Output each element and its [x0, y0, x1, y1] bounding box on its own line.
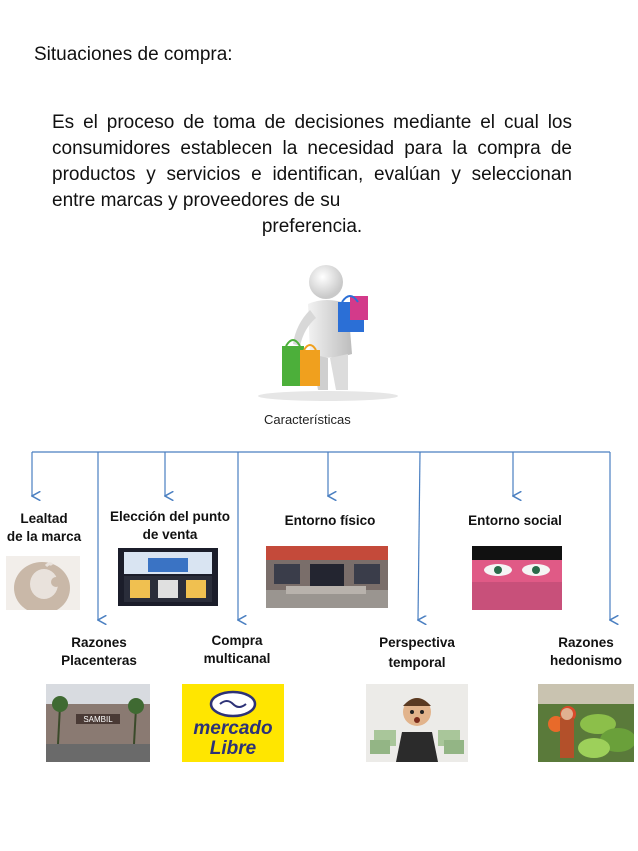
- head-apple-photo: [6, 556, 80, 610]
- svg-text:SAMBIL: SAMBIL: [83, 715, 113, 724]
- intro-paragraph-end: preferencia.: [261, 216, 363, 237]
- svg-text:mercado: mercado: [193, 718, 273, 739]
- produce-market-photo: [538, 684, 634, 762]
- store-interior-photo: [266, 546, 388, 608]
- label-lealtad: Lealtad de la marca: [6, 511, 82, 544]
- label-razones-placenteras: Razones Placenteras: [61, 635, 137, 668]
- store-front-photo: [118, 548, 218, 606]
- label-perspectiva-temporal: Perspectiva temporal: [379, 635, 455, 670]
- mall-photo: [46, 684, 150, 762]
- man-money-photo: [366, 684, 468, 762]
- face-photo: [472, 546, 562, 610]
- intro-paragraph: Es el proceso de toma de decisiones mediante el cual los consumidores establecen la necesidad para la compra de productos y servicios e identifican, evalúan y seleccionan entre marcas y proveedores de su: [52, 112, 572, 211]
- svg-text:Libre: Libre: [209, 738, 257, 759]
- label-compra-multicanal: Compra multicanal: [203, 633, 271, 666]
- label-eleccion: Elección del punto de venta: [109, 509, 230, 542]
- label-entorno-social: Entorno social: [468, 513, 562, 528]
- label-entorno-fisico: Entorno físico: [284, 513, 376, 528]
- label-razones-hedonismo: Razones hedonismo: [549, 635, 622, 668]
- mercadolibre-logo: [182, 684, 284, 762]
- page-title: Situaciones de compra:: [34, 44, 233, 65]
- center-label: Características: [264, 412, 351, 427]
